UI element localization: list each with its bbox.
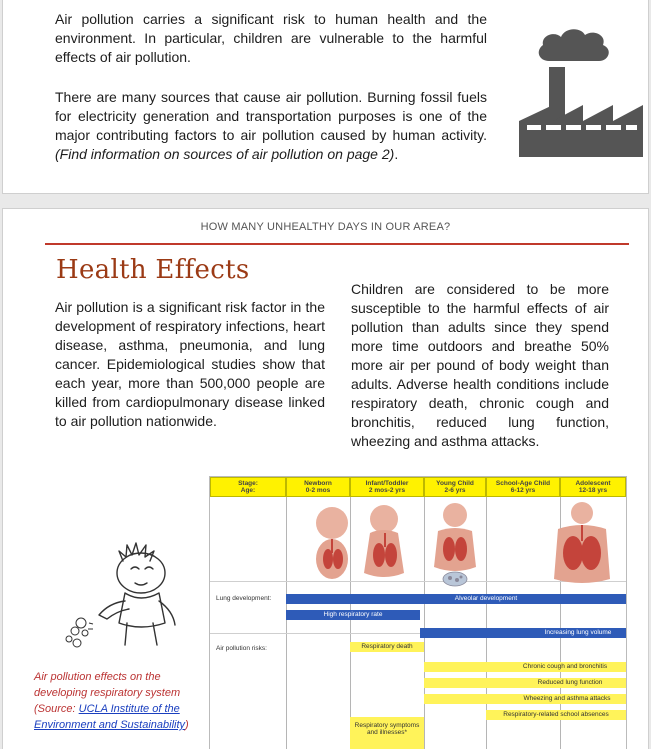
intro-paragraph: Air pollution carries a significant risk to human health and the environment. In particular, children are vulnerable to the harmful effects of air pollution.	[55, 11, 487, 65]
bar-label: High respiratory rate	[323, 611, 383, 618]
bar-wheezing-asthma	[424, 694, 626, 704]
bar-label: Respiratory-related school absences	[503, 711, 609, 718]
header-newborn	[286, 477, 350, 497]
bar-label: Increasing lung volume	[544, 629, 612, 636]
stage-name: School-Age Child	[495, 480, 551, 487]
stage-age: 6-12 yrs	[510, 487, 536, 494]
header-young-child	[424, 477, 486, 497]
stage-age: 2-6 yrs	[444, 487, 466, 494]
bar-label: Alveolar development	[454, 595, 518, 602]
bar-respiratory-symptoms	[350, 717, 424, 749]
caption-source-suffix: )	[185, 719, 189, 731]
bar-label: Wheezing and asthma attacks	[523, 695, 611, 702]
stage-name: Young Child	[436, 480, 474, 487]
bar-label: Chronic cough and bronchitis	[522, 663, 608, 670]
header-age-label: Age:	[240, 487, 256, 494]
page-top	[2, 0, 649, 194]
section-divider	[45, 243, 629, 245]
stage-name: Newborn	[304, 480, 332, 487]
sources-paragraph	[55, 88, 487, 164]
sources-period: .	[394, 146, 399, 162]
bar-label: Respiratory death	[361, 643, 413, 650]
stage-name: Infant/Toddler	[365, 480, 409, 487]
stage-name: Adolescent	[575, 480, 611, 487]
grid-line	[424, 497, 425, 749]
row-label-air-pollution-risks: Air pollution risks:	[216, 645, 267, 652]
bar-label: Respiratory symptoms and illnesses*	[354, 722, 420, 736]
header-infant-toddler	[350, 477, 424, 497]
bar-increasing-lung-volume	[420, 628, 626, 638]
sources-page-reference: (Find information on sources of air pollution on page 2)	[55, 146, 395, 162]
right-column-paragraph: Children are considered to be more susceptible to the harmful effects of air pollution than adults since they spend more time outdoors and breathe 50% more air per pound of body weight than adults. Adverse health conditions include respiratory death, chronic cough and bronchitis, reduced lung function, wheezing and asthma attacks.	[351, 281, 609, 449]
stage-age: 2 mos-2 yrs	[368, 487, 406, 494]
bar-label: Reduced lung function	[537, 679, 603, 686]
toddler-illustration	[360, 503, 410, 581]
young-child-illustration	[430, 501, 480, 587]
unhealthy-days-headline: HOW MANY UNHEALTHY DAYS IN OUR AREA?	[200, 221, 451, 233]
header-stage-label: Stage:	[238, 480, 258, 487]
stage-age: 0-2 mos	[305, 487, 331, 494]
newborn-illustration	[310, 503, 354, 581]
bar-high-respiratory-rate	[286, 610, 420, 620]
caption-source-prefix: (Source:	[34, 703, 79, 715]
factory-pollution-icon	[519, 21, 643, 157]
caption-text: Air pollution effects on the developing respiratory system	[34, 671, 181, 699]
grid-line	[286, 497, 287, 749]
sources-text: There are many sources that cause air pollution. Burning fossil fuels for electricity generation and transportation purposes is one of the major contributing factors to air pollution caused by human activity.	[55, 89, 487, 143]
adolescent-lungs-illustration	[550, 501, 614, 585]
header-school-age-child	[486, 477, 560, 497]
stage-age: 12-18 yrs	[578, 487, 608, 494]
row-label-lung-development: Lung development:	[216, 595, 272, 602]
bar-alveolar-development	[286, 594, 626, 604]
bar-reduced-lung-function	[424, 678, 626, 688]
chart-caption	[34, 669, 214, 733]
respiratory-development-chart	[209, 476, 627, 749]
page-bottom	[2, 208, 649, 749]
header-stage-age	[210, 477, 286, 497]
section-title: Health Effects	[56, 255, 250, 285]
source-link[interactable]: UCLA Institute of the Environment and Sustainability	[34, 703, 186, 731]
header-adolescent	[560, 477, 626, 497]
left-column-paragraph: Air pollution is a significant risk factor in the development of respiratory infections, heart disease, asthma, pneumonia, and lung cancer. Epidemiological studies show that each year, more than 500,000 people are killed from cardiopulmonary disease linked to air pollution nationwide.	[55, 299, 325, 429]
bar-school-absences	[486, 710, 626, 720]
coughing-child-illustration	[65, 531, 205, 649]
bar-chronic-cough	[424, 662, 626, 672]
bar-respiratory-death	[350, 642, 424, 652]
